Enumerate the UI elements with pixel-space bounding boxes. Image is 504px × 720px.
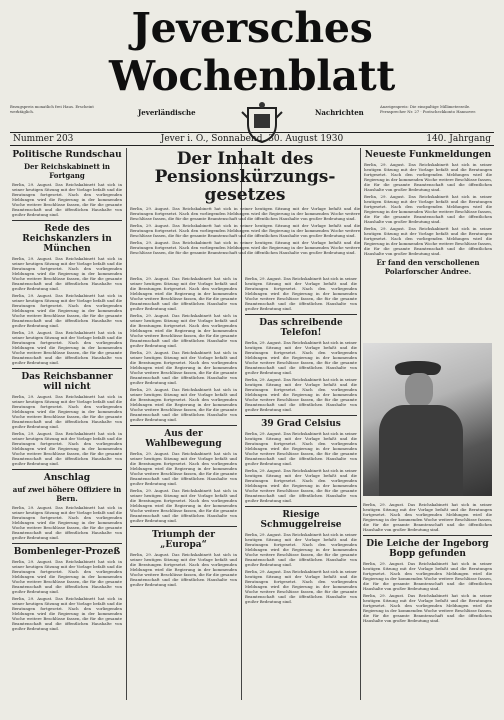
divider xyxy=(12,220,122,221)
article-text: Berlin, 29. August. Das Reichskabinett hat sich in seiner heutigen Sitzung mit der Vorlage befaßt und die Beratungen fortgesetzt. Nach den vorliegenden Meldungen wird die Regierung in der kommenden Woche weitere Beschlüsse fassen, die für die gesamte Beamtenschaft und die öffentlichen Haushalte von großer Bedeutung sind. xyxy=(130,206,360,221)
headline-telefon: Das schreibende Telefon! xyxy=(259,318,343,338)
divider xyxy=(130,425,237,426)
coat-shape xyxy=(379,405,463,496)
article-text: Berlin, 29. August. Das Reichskabinett hat sich in seiner heutigen Sitzung mit der Vorlage befaßt und die Beratungen fortgesetzt. Nach den vorliegenden Meldungen wird die Regierung in der kommenden Woche weitere Beschlüsse fassen, die für die gesamte Beamtenschaft und die öffentlichen Haushalte von großer Bedeutung sind. xyxy=(245,431,357,466)
column-4-bottom xyxy=(363,500,492,700)
headline-funkmeldungen: Neueste Funkmeldungen xyxy=(364,150,492,160)
masthead-right-notice: Anzeigenpreis: Die einspaltige Millimeterzeile. Fernsprecher Nr. 27 · Postscheckkonto Hannover. xyxy=(380,104,476,114)
column-3 xyxy=(245,274,357,700)
lead-article-header xyxy=(130,148,360,272)
headline-wahlbewegung: Aus der Wahlbewegung xyxy=(145,429,222,449)
divider xyxy=(363,535,492,536)
column-2 xyxy=(130,274,237,700)
subheadline: auf zwei höhere Offiziere in Bern. xyxy=(12,485,122,503)
article-text: Berlin, 29. August. Das Reichskabinett hat sich in seiner heutigen Sitzung mit der Vorlage befaßt und die Beratungen fortgesetzt. Nach den vorliegenden Meldungen wird die Regierung in der kommenden Woche weitere Beschlüsse fassen, die für die gesamte Beamtenschaft und die öffentlichen Haushalte von großer Bedeutung sind. xyxy=(364,162,492,192)
volume-year: 140. Jahrgang xyxy=(426,134,491,144)
issue-date: Jever i. O., Sonnabend, 30. August 1930 xyxy=(160,134,344,144)
divider xyxy=(245,506,357,507)
article-text: Berlin, 29. August. Das Reichskabinett hat sich in seiner heutigen Sitzung mit der Vorlage befaßt und die Beratungen fortgesetzt. Nach den vorliegenden Meldungen wird die Regierung in der kommenden Woche weitere Beschlüsse fassen, die für die gesamte Beamtenschaft und die öffentlichen Haushalte von großer Bedeutung sind. xyxy=(130,240,360,255)
article-text: Berlin, 29. August. Das Reichskabinett hat sich in seiner heutigen Sitzung mit der Vorlage befaßt und die Beratungen fortgesetzt. Nach den vorliegenden Meldungen wird die Regierung in der kommenden Woche weitere Beschlüsse fassen, die für die gesamte Beamtenschaft und die öffentlichen Haushalte von großer Bedeutung sind. xyxy=(245,377,357,412)
article-text: Berlin, 29. August. Das Reichskabinett hat sich in seiner heutigen Sitzung mit der Vorlage befaßt und die Beratungen fortgesetzt. Nach den vorliegenden Meldungen wird die Regierung in der kommenden Woche weitere Beschlüsse fassen, die für die gesamte Beamtenschaft und die öffentlichen Haushalte von großer Bedeutung sind. xyxy=(12,182,122,217)
headline-ingeborg-bopp: Die Leiche der Ingeborg Bopp gefunden xyxy=(366,539,489,559)
article-text: Berlin, 29. August. Das Reichskabinett hat sich in seiner heutigen Sitzung mit der Vorlage befaßt und die Beratungen fortgesetzt. Nach den vorliegenden Meldungen wird die Regierung in der kommenden Woche weitere Beschlüsse fassen, die für die gesamte Beamtenschaft und die öffentlichen Haushalte von großer Bedeutung sind. xyxy=(130,451,237,486)
article-text: Berlin, 29. August. Das Reichskabinett hat sich in seiner heutigen Sitzung mit der Vorlage befaßt und die Beratungen fortgesetzt. Nach den vorliegenden Meldungen wird die Regierung in der kommenden Woche weitere Beschlüsse fassen, die für die gesamte Beamtenschaft und die öffentlichen Haushalte von großer Bedeutung sind. xyxy=(12,431,122,466)
article-text: Berlin, 29. August. Das Reichskabinett hat sich in seiner heutigen Sitzung mit der Vorlage befaßt und die Beratungen fortgesetzt. Nach den vorliegenden Meldungen wird die Regierung in der kommenden Woche weitere Beschlüsse fassen, die für die gesamte Beamtenschaft und die öffentlichen Haushalte von großer Bedeutung sind. xyxy=(363,561,492,591)
column-1 xyxy=(12,148,122,700)
face-shape xyxy=(405,373,433,407)
article-text: Berlin, 29. August. Das Reichskabinett hat sich in seiner heutigen Sitzung mit der Vorlage befaßt und die Beratungen fortgesetzt. Nach den vorliegenden Meldungen wird die Regierung in der kommenden Woche weitere Beschlüsse fassen, die für die gesamte Beamtenschaft und die öffentlichen Haushalte von großer Bedeutung sind. xyxy=(130,350,237,385)
article-text: Berlin, 29. August. Das Reichskabinett hat sich in seiner heutigen Sitzung mit der Vorlage befaßt und die Beratungen fortgesetzt. Nach den vorliegenden Meldungen wird die Regierung in der kommenden Woche weitere Beschlüsse fassen, die für die gesamte Beamtenschaft und die öffentlichen Haushalte von großer Bedeutung sind. xyxy=(130,552,237,587)
divider xyxy=(245,314,357,315)
masthead xyxy=(10,4,494,117)
article-text: Berlin, 29. August. Das Reichskabinett hat sich in seiner heutigen Sitzung mit der Vorlage befaßt und die Beratungen fortgesetzt. Nach den vorliegenden Meldungen wird die Regierung in der kommenden Woche weitere Beschlüsse fassen, die für die gesamte Beamtenschaft und die öffentlichen Haushalte von großer Bedeutung sind. xyxy=(12,293,122,328)
article-text: Berlin, 29. August. Das Reichskabinett hat sich in seiner heutigen Sitzung mit der Vorlage befaßt und die Beratungen fortgesetzt. Nach den vorliegenden Meldungen wird die Regierung in der kommenden Woche weitere Beschlüsse fassen, die für die gesamte Beamtenschaft und die öffentlichen Haushalte von großer Bedeutung sind. xyxy=(130,387,237,422)
column-4-top xyxy=(364,148,492,340)
masthead-left-notice: Bezugspreis monatlich frei Haus. Erscheint werktäglich. xyxy=(10,104,94,114)
article-text: Berlin, 29. August. Das Reichskabinett hat sich in seiner heutigen Sitzung mit der Vorlage befaßt und die Beratungen fortgesetzt. Nach den vorliegenden Meldungen wird die Regierung in der kommenden Woche weitere Beschlüsse fassen, die für die gesamte Beamtenschaft und die öffentlichen Haushalte von großer Bedeutung sind. xyxy=(130,276,237,311)
article-text: Berlin, 29. August. Das Reichskabinett hat sich in seiner heutigen Sitzung mit der Vorlage befaßt und die Beratungen fortgesetzt. Nach den vorliegenden Meldungen wird die Regierung in der kommenden Woche weitere Beschlüsse fassen, die für die gesamte Beamtenschaft und die öffentlichen Haushalte von großer Bedeutung sind. xyxy=(245,569,357,604)
divider xyxy=(12,469,122,470)
divider xyxy=(245,415,357,416)
article-text: Berlin, 29. August. Das Reichskabinett hat sich in seiner heutigen Sitzung mit der Vorlage befaßt und die Beratungen fortgesetzt. Nach den vorliegenden Meldungen wird die Regierung in der kommenden Woche weitere Beschlüsse fassen, die für die gesamte Beamtenschaft und die öffentlichen Haushalte von großer Bedeutung sind. xyxy=(12,505,122,540)
newspaper-title: Jeversches Wochenblatt xyxy=(108,4,396,100)
article-text: Berlin, 29. August. Das Reichskabinett hat sich in seiner heutigen Sitzung mit der Vorlage befaßt und die Beratungen fortgesetzt. Nach den vorliegenden Meldungen wird die Regierung in der kommenden Woche weitere Beschlüsse fassen, die für die gesamte Beamtenschaft und die öffentlichen Haushalte von großer Bedeutung sind. xyxy=(364,194,492,224)
divider xyxy=(12,368,122,369)
headline-reichsbanner: Das Reichsbanner will nicht xyxy=(21,372,113,392)
article-text: Berlin, 29. August. Das Reichskabinett hat sich in seiner heutigen Sitzung mit der Vorlage befaßt und die Beratungen fortgesetzt. Nach den vorliegenden Meldungen wird die Regierung in der kommenden Woche weitere Beschlüsse fassen, die für die gesamte Beamtenschaft und die öffentlichen Haushalte von großer Bedeutung sind. xyxy=(245,532,357,567)
article-text: Berlin, 29. August. Das Reichskabinett hat sich in seiner heutigen Sitzung mit der Vorlage befaßt und die Beratungen fortgesetzt. Nach den vorliegenden Meldungen wird die Regierung in der kommenden Woche weitere Beschlüsse fassen, die für die gesamte Beamtenschaft und die öffentlichen Haushalte von großer Bedeutung sind. xyxy=(363,593,492,623)
article-text: Berlin, 29. August. Das Reichskabinett hat sich in seiner heutigen Sitzung mit der Vorlage befaßt und die Beratungen fortgesetzt. Nach den vorliegenden Meldungen wird die Regierung in der kommenden Woche weitere Beschlüsse fassen, die für die gesamte Beamtenschaft und die öffentlichen Haushalte von großer Bedeutung sind. xyxy=(130,488,237,523)
article-text: Berlin, 29. August. Das Reichskabinett hat sich in seiner heutigen Sitzung mit der Vorlage befaßt und die Beratungen fortgesetzt. Nach den vorliegenden Meldungen wird die Regierung in der kommenden Woche weitere Beschlüsse fassen, die für die gesamte Beamtenschaft und die öffentlichen Haushalte von großer Bedeutung sind. xyxy=(245,468,357,503)
divider xyxy=(12,543,122,544)
masthead-subtitle-right: Nachrichten xyxy=(315,108,364,117)
issue-number: Nummer 203 xyxy=(13,134,74,144)
headline-bombenleger: Bombenleger-Prozeß xyxy=(13,547,121,557)
article-text: Berlin, 29. August. Das Reichskabinett hat sich in seiner heutigen Sitzung mit der Vorlage befaßt und die Beratungen fortgesetzt. Nach den vorliegenden Meldungen wird die Regierung in der kommenden Woche weitere Beschlüsse fassen, die für die gesamte Beamtenschaft und die öffentlichen Haushalte von großer Bedeutung sind. xyxy=(245,340,357,375)
article-text: Berlin, 29. August. Das Reichskabinett hat sich in seiner heutigen Sitzung mit der Vorlage befaßt und die Beratungen fortgesetzt. Nach den vorliegenden Meldungen wird die Regierung in der kommenden Woche weitere Beschlüsse fassen, die für die gesamte Beamtenschaft und die öffentlichen Haushalte von großer Bedeutung sind. xyxy=(12,330,122,365)
headline-anschlag: Anschlag xyxy=(43,473,91,483)
article-text: Berlin, 29. August. Das Reichskabinett hat sich in seiner heutigen Sitzung mit der Vorlage befaßt und die Beratungen fortgesetzt. Nach den vorliegenden Meldungen wird die Regierung in der kommenden Woche weitere Beschlüsse fassen, die für die gesamte Beamtenschaft und die öffentlichen Haushalte von großer Bedeutung sind. xyxy=(245,276,357,311)
article-text: Berlin, 29. August. Das Reichskabinett hat sich in seiner heutigen Sitzung mit der Vorlage befaßt und die Beratungen fortgesetzt. Nach den vorliegenden Meldungen wird die Regierung in der kommenden Woche weitere Beschlüsse fassen, die für die gesamte Beamtenschaft und die öffentlichen Haushalte von großer Bedeutung sind. xyxy=(12,596,122,631)
subheadline: Der Reichskabinett in Fortgang xyxy=(23,162,110,180)
headline-rede-reichskanzler: Rede des Reichskanzlers in München xyxy=(22,224,112,254)
headline-politische-rundschau: Politische Rundschau xyxy=(12,150,122,160)
article-text: Berlin, 29. August. Das Reichskabinett hat sich in seiner heutigen Sitzung mit der Vorlage befaßt und die Beratungen fortgesetzt. Nach den vorliegenden Meldungen wird die Regierung in der kommenden Woche weitere Beschlüsse fassen, die für die gesamte Beamtenschaft und die öffentlichen Haushalte von großer Bedeutung sind. xyxy=(130,313,237,348)
headline-39-grad: 39 Grad Celsius xyxy=(261,419,341,429)
article-text: Berlin, 29. August. Das Reichskabinett hat sich in seiner heutigen Sitzung mit der Vorlage befaßt und die Beratungen fortgesetzt. Nach den vorliegenden Meldungen wird die Regierung in der kommenden Woche weitere Beschlüsse fassen, die für die gesamte Beamtenschaft und die öffentlichen Haushalte von großer Bedeutung sind. xyxy=(12,394,122,429)
article-text: Berlin, 29. August. Das Reichskabinett hat sich in seiner heutigen Sitzung mit der Vorlage befaßt und die Beratungen fortgesetzt. Nach den vorliegenden Meldungen wird die Regierung in der kommenden Woche weitere Beschlüsse fassen, die für die gesamte Beamtenschaft und die öffentlichen Haushalte von großer Bedeutung sind. xyxy=(364,226,492,256)
article-text: Berlin, 29. August. Das Reichskabinett hat sich in seiner heutigen Sitzung mit der Vorlage befaßt und die Beratungen fortgesetzt. Nach den vorliegenden Meldungen wird die Regierung in der kommenden Woche weitere Beschlüsse fassen, die für die gesamte Beamtenschaft und die öffentlichen Haushalte von großer Bedeutung sind. xyxy=(363,502,492,532)
article-text: Berlin, 29. August. Das Reichskabinett hat sich in seiner heutigen Sitzung mit der Vorlage befaßt und die Beratungen fortgesetzt. Nach den vorliegenden Meldungen wird die Regierung in der kommenden Woche weitere Beschlüsse fassen, die für die gesamte Beamtenschaft und die öffentlichen Haushalte von großer Bedeutung sind. xyxy=(130,223,360,238)
article-text: Berlin, 29. August. Das Reichskabinett hat sich in seiner heutigen Sitzung mit der Vorlage befaßt und die Beratungen fortgesetzt. Nach den vorliegenden Meldungen wird die Regierung in der kommenden Woche weitere Beschlüsse fassen, die für die gesamte Beamtenschaft und die öffentlichen Haushalte von großer Bedeutung sind. xyxy=(12,559,122,594)
headline-schmuggelreise: Riesige Schmuggelreise xyxy=(260,510,342,530)
photo-caption-top: Er fand den verschollenen Polarforscher Andree. xyxy=(376,258,480,276)
headline-europa: Triumph der „Europa“ xyxy=(152,530,215,550)
masthead-subtitle-left: Jeverländische xyxy=(138,108,196,117)
dateline xyxy=(10,132,494,146)
divider xyxy=(130,526,237,527)
portrait-photo xyxy=(363,343,492,496)
column-rule xyxy=(126,148,127,700)
lead-headline: Der Inhalt des Pensionskürzungs-gesetzes xyxy=(154,149,336,205)
column-rule xyxy=(360,148,361,700)
article-text: Berlin, 29. August. Das Reichskabinett hat sich in seiner heutigen Sitzung mit der Vorlage befaßt und die Beratungen fortgesetzt. Nach den vorliegenden Meldungen wird die Regierung in der kommenden Woche weitere Beschlüsse fassen, die für die gesamte Beamtenschaft und die öffentlichen Haushalte von großer Bedeutung sind. xyxy=(12,256,122,291)
